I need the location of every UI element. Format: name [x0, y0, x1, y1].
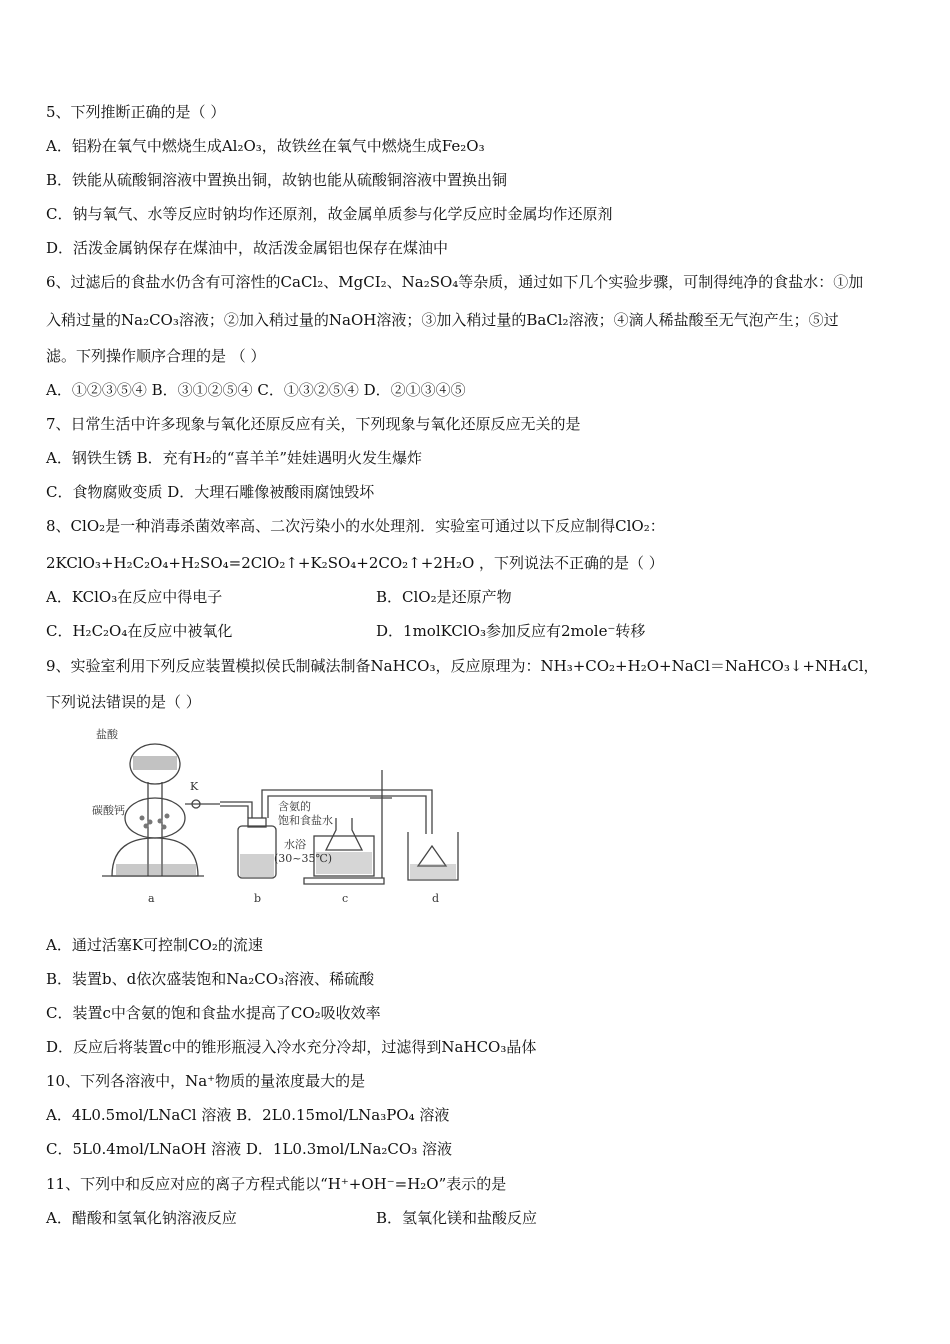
q10-options-line-1: A．4L0.5mol/LNaCl 溶液 B．2L0.15mol/LNa₃PO₄ 溶液 [46, 1106, 450, 1124]
q7-options-line-2: C．食物腐败变质 D．大理石雕像被酸雨腐蚀毁坏 [46, 483, 375, 501]
label-k: K [190, 780, 199, 793]
q9-option-d: D．反应后将装置c中的锥形瓶浸入冷水充分冷却，过滤得到NaHCO₃晶体 [46, 1038, 537, 1056]
label-d: d [432, 892, 440, 905]
label-brine-2: 饱和食盐水 [278, 814, 333, 827]
q10-options-line-2: C．5L0.4mol/LNaOH 溶液 D．1L0.3mol/LNa₂CO₃ 溶液 [46, 1140, 452, 1158]
q6-stem-line-1: 6、过滤后的食盐水仍含有可溶性的CaCl₂、MgCI₂、Na₂SO₄等杂质，通过如下几个实验步骤，可制得纯净的食盐水：①加 [46, 273, 864, 291]
q8-option-a: A．KClO₃在反应中得电子 [46, 588, 223, 606]
label-caco3: 碳酸钙 [92, 804, 125, 817]
label-brine-1: 含氨的 [278, 800, 311, 813]
apparatus-figure [92, 726, 476, 908]
q5-option-a: A．铝粉在氧气中燃烧生成Al₂O₃，故铁丝在氧气中燃烧生成Fe₂O₃ [46, 137, 485, 155]
q5-option-b: B．铁能从硫酸铜溶液中置换出铜，故钠也能从硫酸铜溶液中置换出铜 [46, 171, 508, 189]
q9-stem-line-2: 下列说法错误的是（ ） [46, 693, 201, 711]
q8-option-b: B．ClO₂是还原产物 [376, 588, 512, 606]
q10-stem: 10、下列各溶液中，Na⁺物质的量浓度最大的是 [46, 1072, 366, 1090]
q5-option-c: C．钠与氧气、水等反应时钠均作还原剂，故金属单质参与化学反应时金属均作还原剂 [46, 205, 613, 223]
label-b: b [254, 892, 262, 905]
q6-options: A．①②③⑤④ B．③①②⑤④ C．①③②⑤④ D．②①③④⑤ [46, 381, 466, 399]
label-a: a [148, 892, 155, 905]
q8-equation: 2KClO₃+H₂C₂O₄+H₂SO₄=2ClO₂↑+K₂SO₄+2CO₂↑+2H₂O ，下列说法不正确的是（ ） [46, 554, 664, 572]
q11-option-a: A．醋酸和氢氧化钠溶液反应 [46, 1209, 237, 1227]
q9-option-b: B．装置b、d依次盛装饱和Na₂CO₃溶液、稀硫酸 [46, 970, 375, 988]
q6-stem-line-3: 滤。下列操作顺序合理的是 （ ） [46, 347, 266, 365]
label-bath-1: 水浴 [284, 838, 306, 851]
kipp-stem [148, 782, 162, 876]
q11-option-b: B．氢氧化镁和盐酸反应 [376, 1209, 538, 1227]
q5-option-d: D．活泼金属钠保存在煤油中，故活泼金属铝也保存在煤油中 [46, 239, 449, 257]
q9-option-a: A．通过活塞K可控制CO₂的流速 [46, 936, 263, 954]
inverted-funnel [418, 846, 446, 866]
label-c: c [342, 892, 349, 905]
q7-stem: 7、日常生活中许多现象与氧化还原反应有关，下列现象与氧化还原反应无关的是 [46, 415, 581, 433]
q8-option-c: C．H₂C₂O₄在反应中被氧化 [46, 622, 233, 640]
q9-option-c: C．装置c中含氨的饱和食盐水提高了CO₂吸收效率 [46, 1004, 381, 1022]
label-hcl: 盐酸 [96, 728, 118, 741]
q8-stem: 8、ClO₂是一种消毒杀菌效率高、二次污染小的水处理剂．实验室可通过以下反应制得ClO₂： [46, 517, 665, 535]
q7-options-line-1: A．钢铁生锈 B．充有H₂的“喜羊羊”娃娃遇明火发生爆炸 [46, 449, 423, 467]
q8-option-d: D．1molKClO₃参加反应有2mole⁻转移 [376, 622, 646, 640]
q9-stem-line-1: 9、实验室利用下列反应装置模拟侯氏制碱法制备NaHCO₃，反应原理为：NH₃+CO₂+H₂O+NaCl＝NaHCO₃↓+NH₄Cl， [46, 657, 879, 675]
q11-stem: 11、下列中和反应对应的离子方程式能以“H⁺+OH⁻=H₂O”表示的是 [46, 1175, 507, 1193]
label-bath-2: (30~35℃) [274, 852, 333, 865]
q5-stem: 5、下列推断正确的是（ ） [46, 103, 226, 121]
q6-stem-line-2: 入稍过量的Na₂CO₃溶液；②加入稍过量的NaOH溶液；③加入稍过量的BaCl₂溶液；④滴人稀盐酸至无气泡产生；⑤过 [46, 311, 839, 329]
hotplate [304, 878, 384, 884]
kipp-middle-bulb [125, 798, 185, 838]
